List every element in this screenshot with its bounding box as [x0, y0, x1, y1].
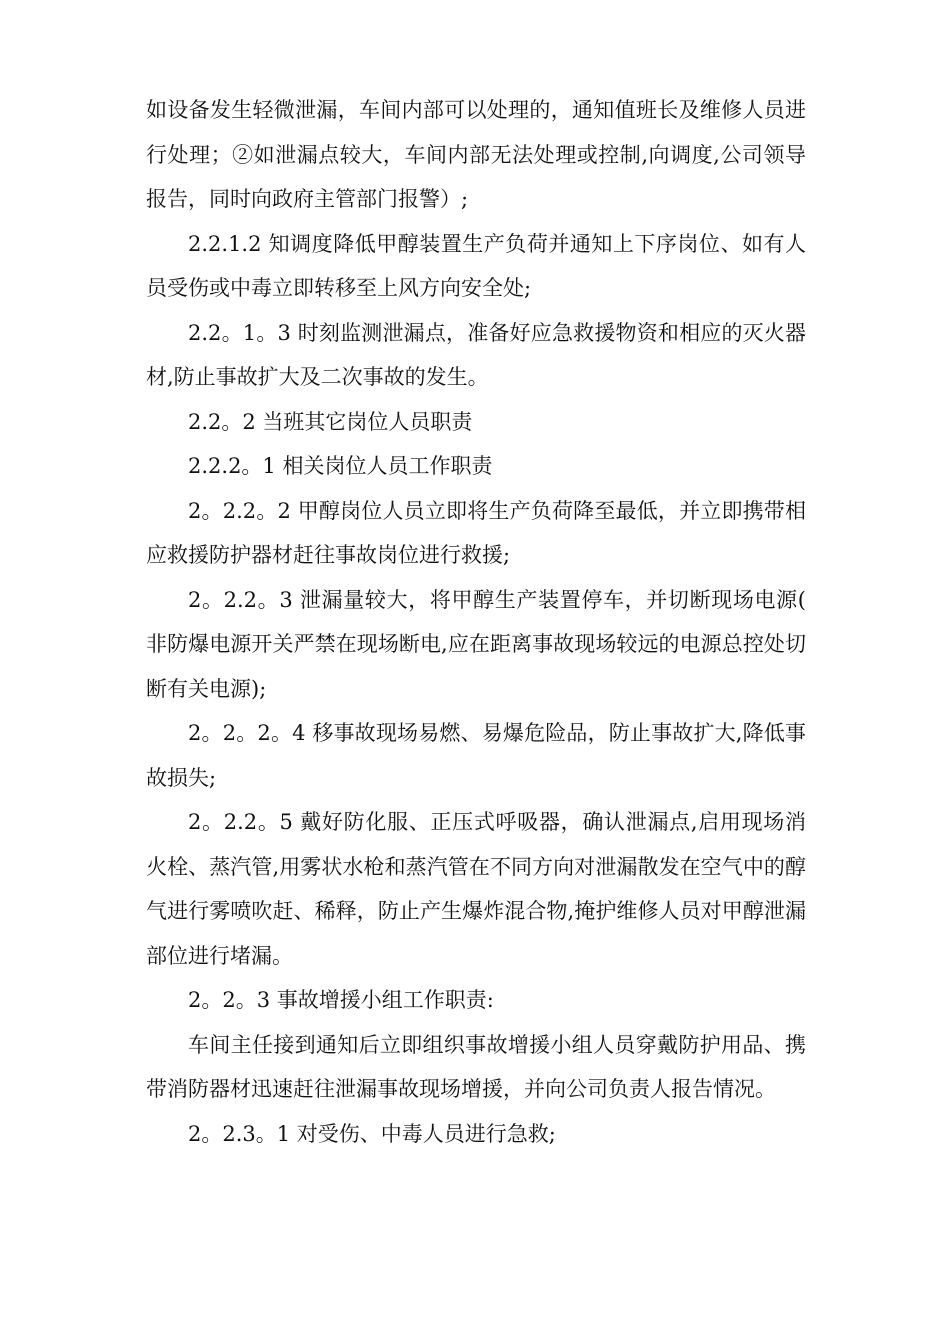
paragraph-3: 2.2。1。3 时刻监测泄漏点，准备好应急救援物资和相应的灭火器材,防止事故扩大及二次事故的发生。: [146, 320, 806, 389]
paragraph-9: 2。2.2。5 戴好防化服、正压式呼吸器，确认泄漏点,启用现场消火栓、蒸汽管,用雾状水枪和蒸汽管在不同方向对泄漏散发在空气中的醇气进行雾喷吹赶、稀释，防止产生爆炸混合物,掩护维修人员对甲醇泄漏部位进行堵漏。: [146, 810, 806, 968]
paragraph-8: 2。2。2。4 移事故现场易燃、易爆危险品，防止事故扩大,降低事故损失;: [146, 721, 806, 790]
paragraph-11: 车间主任接到通知后立即组织事故增援小组人员穿戴防护用品、携带消防器材迅速赶往泄漏事故现场增援，并向公司负责人报告情况。: [146, 1032, 806, 1101]
paragraph-12: 2。2.3。1 对受伤、中毒人员进行急救;: [188, 1121, 556, 1146]
paragraph-4: 2.2。2 当班其它岗位人员职责: [188, 409, 473, 434]
paragraph-6: 2。2.2。2 甲醇岗位人员立即将生产负荷降至最低，并立即携带相应救援防护器材赶往事故岗位进行救援;: [146, 498, 806, 567]
paragraph-10: 2。2。3 事故增援小组工作职责:: [188, 988, 494, 1012]
paragraph-7: 2。2.2。3 泄漏量较大，将甲醇生产装置停车，并切断现场电源(非防爆电源开关严禁在现场断电,应在距离事故现场较远的电源总控处切断有关电源);: [146, 587, 806, 701]
paragraph-2: 2.2.1.2 知调度降低甲醇装置生产负荷并通知上下序岗位、如有人员受伤或中毒立即转移至上风方向安全处;: [146, 231, 806, 300]
paragraph-5: 2.2.2。1 相关岗位人员工作职责: [188, 454, 493, 478]
document-body: [146, 88, 806, 1156]
paragraph-1: 如设备发生轻微泄漏，车间内部可以处理的，通知值班长及维修人员进行处理；②如泄漏点较大，车间内部无法处理或控制,向调度,公司领导报告，同时向政府主管部门报警）;: [146, 98, 806, 211]
